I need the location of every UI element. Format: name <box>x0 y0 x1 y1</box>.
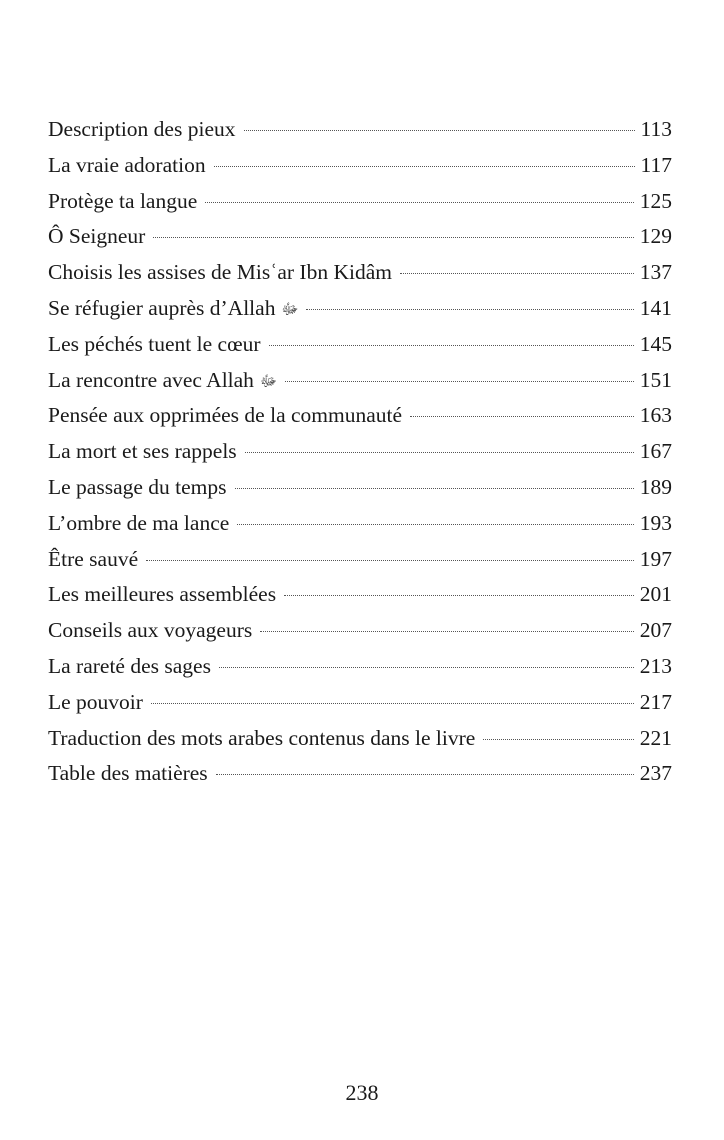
toc-entry-page: 167 <box>639 439 672 464</box>
dot-leader <box>235 488 634 489</box>
toc-entry-page: 217 <box>639 689 672 714</box>
toc-entry-title: Conseils aux voyageurs <box>48 618 253 643</box>
toc-entry <box>48 470 672 506</box>
dot-leader <box>306 309 633 310</box>
toc-entry <box>48 112 672 148</box>
toc-entry-page: 141 <box>639 295 672 320</box>
toc-entry-page: 221 <box>639 725 672 750</box>
toc-entry <box>48 756 672 792</box>
toc-entry-page: 113 <box>640 117 672 141</box>
dot-leader <box>205 202 633 203</box>
dot-leader <box>284 595 634 596</box>
toc-entry-page: 197 <box>639 546 672 571</box>
toc-entry-title: La rencontre avec Allah <box>48 367 254 392</box>
toc-entry-page: 145 <box>639 331 672 356</box>
toc-entry-title: La rareté des sages <box>48 653 211 678</box>
toc-entry-title: Les meilleures assemblées <box>48 582 277 607</box>
toc-entry-page: 193 <box>639 510 672 535</box>
toc-entry-title: L’ombre de ma lance <box>48 510 230 535</box>
toc-entry <box>48 649 672 685</box>
dot-leader <box>151 703 634 704</box>
toc-entry <box>48 577 672 613</box>
toc-entry <box>48 398 672 434</box>
toc-entry <box>48 434 672 470</box>
toc-entry <box>48 721 672 757</box>
toc-entry-title: Le passage du temps <box>48 474 227 499</box>
table-of-contents <box>48 112 672 792</box>
toc-entry-title: Table des matières <box>48 761 208 786</box>
toc-entry-page: 189 <box>639 474 672 499</box>
page-number: 238 <box>345 1080 379 1105</box>
toc-entry-title: Choisis les assises de Misʿar Ibn Kidâm <box>48 260 392 285</box>
toc-entry-title: La vraie adoration <box>48 152 206 177</box>
toc-entry-title: Se réfugier auprès d’Allah <box>48 295 276 320</box>
dot-leader <box>260 631 634 632</box>
toc-entry-title: Traduction des mots arabes contenus dans le livre <box>48 725 476 750</box>
dot-leader <box>400 273 634 274</box>
dot-leader <box>153 237 633 238</box>
toc-entry-page: 125 <box>639 188 672 213</box>
toc-entry-page: 237 <box>639 761 672 786</box>
toc-entry <box>48 255 672 291</box>
toc-entry-page: 207 <box>639 618 672 643</box>
toc-entry-page: 129 <box>639 224 672 249</box>
dot-leader <box>285 381 634 382</box>
dot-leader <box>146 560 634 561</box>
dot-leader <box>410 416 634 417</box>
toc-entry <box>48 506 672 542</box>
toc-entry-title: Pensée aux opprimées de la communauté <box>48 403 403 428</box>
toc-entry <box>48 219 672 255</box>
toc-entry <box>48 327 672 363</box>
toc-entry <box>48 685 672 721</box>
dot-leader <box>216 774 634 775</box>
dot-leader <box>483 739 633 740</box>
toc-entry <box>48 291 672 327</box>
dot-leader <box>245 452 634 453</box>
toc-entry-title: La mort et ses rappels <box>48 439 237 464</box>
toc-entry <box>48 184 672 220</box>
toc-entry-page: 213 <box>639 653 672 678</box>
toc-entry-title: Protège ta langue <box>48 188 198 213</box>
toc-entry-title: Les péchés tuent le cœur <box>48 331 261 356</box>
toc-entry-page: 163 <box>639 403 672 428</box>
toc-entry-page: 201 <box>639 582 672 607</box>
toc-entry-page: 117 <box>640 152 672 177</box>
toc-entry <box>48 363 672 399</box>
honorific-glyph: ﷻ <box>259 373 277 390</box>
toc-entry-title: Description des pieux <box>48 117 236 141</box>
toc-entry-title: Être sauvé <box>48 546 139 571</box>
toc-entry-title: Ô Seigneur <box>48 224 146 249</box>
toc-entry <box>48 148 672 184</box>
toc-entry-page: 151 <box>639 367 672 392</box>
honorific-glyph: ﷻ <box>281 301 299 318</box>
dot-leader <box>269 345 634 346</box>
dot-leader <box>244 130 635 131</box>
toc-entry-page: 137 <box>639 260 672 285</box>
toc-entry <box>48 542 672 578</box>
toc-entry <box>48 613 672 649</box>
toc-entry-title: Le pouvoir <box>48 689 143 714</box>
dot-leader <box>219 667 634 668</box>
dot-leader <box>237 524 633 525</box>
dot-leader <box>214 166 635 167</box>
